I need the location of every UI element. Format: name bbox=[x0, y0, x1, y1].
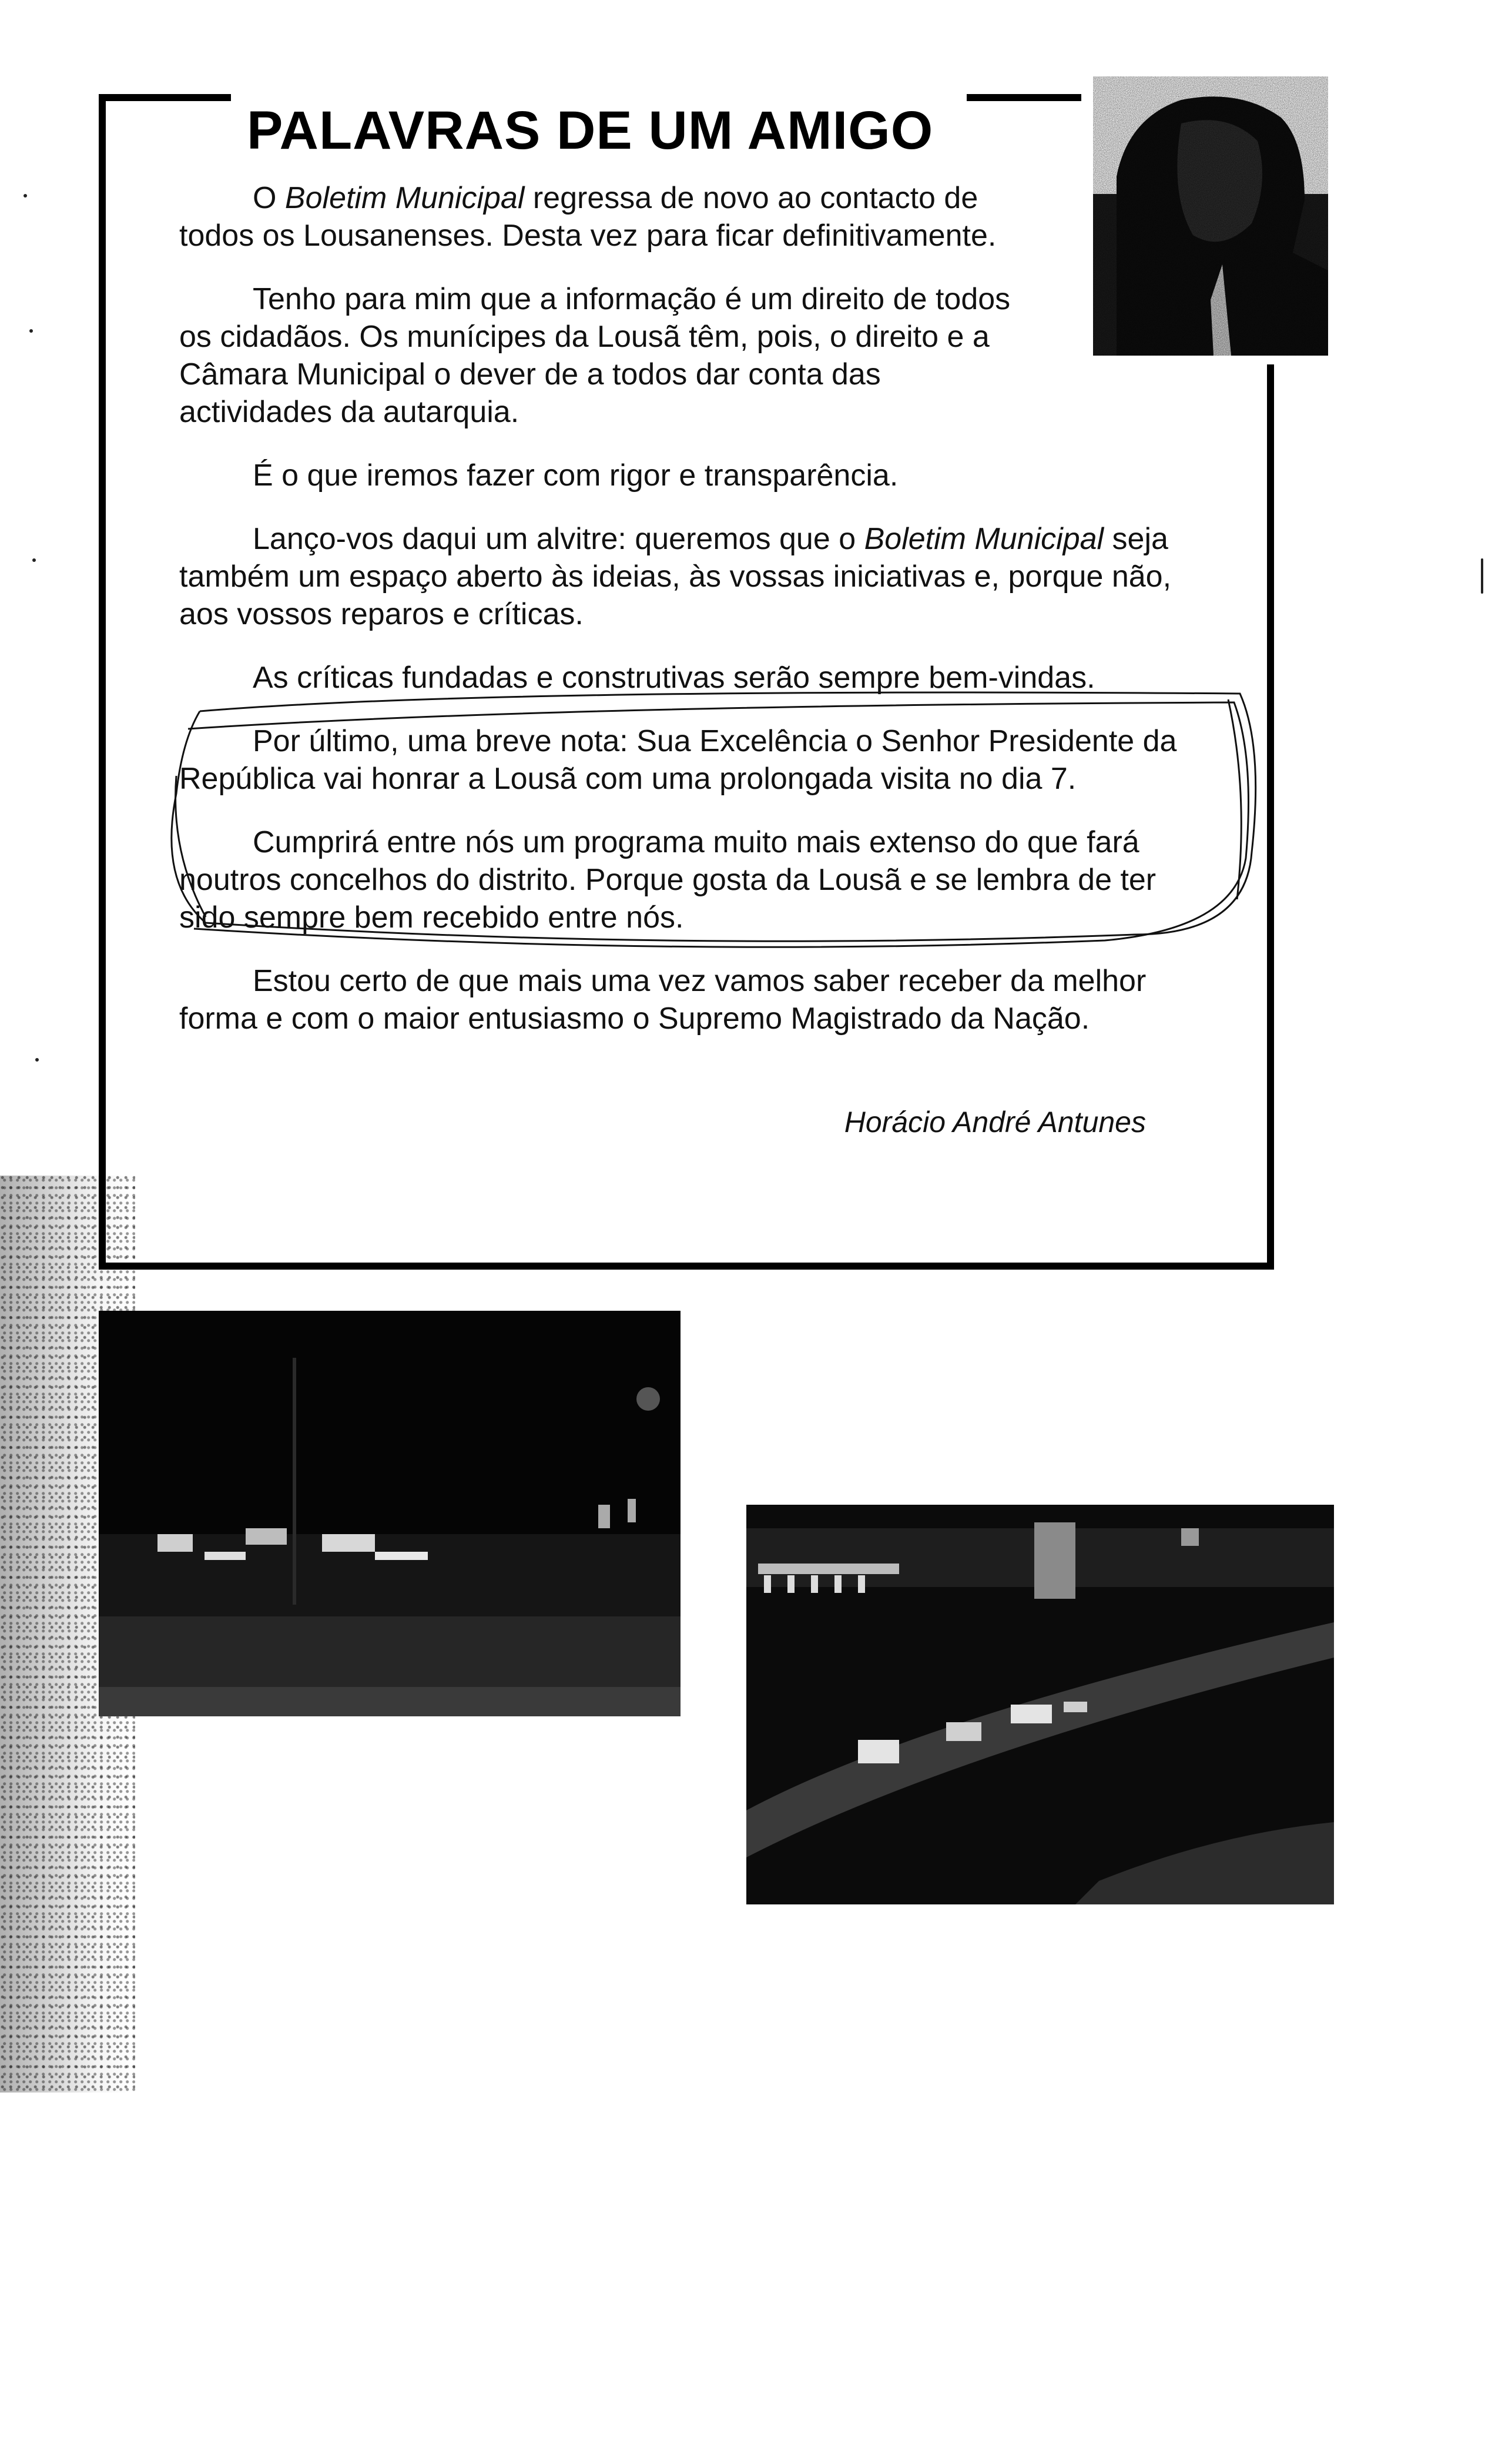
publication-title: Boletim Municipal bbox=[864, 522, 1104, 556]
hand-drawn-circle bbox=[135, 676, 1269, 970]
paragraph-1: O Boletim Municipal regressa de novo ao contacto de todos os Lousanenses. Desta vez para ficar definitivamente. bbox=[179, 181, 997, 253]
scan-speck bbox=[24, 194, 27, 197]
frame-top-rule-right bbox=[967, 94, 1081, 101]
paragraph-7: Cumprirá entre nós um programa muito mais extenso do que fará noutros concelhos do distrito. Porque gosta da Lousã e se lembra de ter sido sempre bem recebido entre nós. bbox=[179, 825, 1157, 935]
author-signature: Horácio André Antunes bbox=[844, 1106, 1146, 1139]
town-plaza-image bbox=[746, 1505, 1334, 1904]
scan-mark bbox=[1481, 558, 1483, 594]
scan-speck bbox=[35, 1058, 39, 1062]
paragraph-3: É o que iremos fazer com rigor e transparência. bbox=[253, 458, 899, 493]
photo-night-street bbox=[99, 1311, 681, 1716]
paragraph-8: Estou certo de que mais uma vez vamos saber receber da melhor forma e com o maior entusiasmo o Supremo Magistrado da Nação. bbox=[179, 964, 1147, 1036]
photo-town-plaza bbox=[746, 1505, 1334, 1904]
paragraph-2: Tenho para mim que a informação é um direito de todos os cidadãos. Os munícipes da Lousã têm, pois, o direito e a Câmara Municipal o dever de a todos dar conta das actividades da autarquia. bbox=[179, 282, 1011, 429]
paragraph-6: Por último, uma breve nota: Sua Excelência o Senhor Presidente da República vai honrar a Lousã com uma prolongada visita no dia 7. bbox=[179, 724, 1177, 796]
publication-title: Boletim Municipal bbox=[284, 181, 525, 215]
headline: PALAVRAS DE UM AMIGO bbox=[247, 100, 934, 160]
scan-speck bbox=[32, 558, 36, 562]
paragraph-4: Lanço-vos daqui um alvitre: queremos que o Boletim Municipal seja também um espaço aberto às ideias, às vossas iniciativas e, porque não, aos vossos reparos e críticas. bbox=[179, 522, 1172, 631]
night-street-image bbox=[99, 1311, 681, 1716]
scan-speck bbox=[29, 329, 33, 333]
frame-top-rule-left bbox=[99, 94, 231, 101]
paragraph-5: As críticas fundadas e construtivas serão sempre bem-vindas. bbox=[253, 661, 1095, 695]
